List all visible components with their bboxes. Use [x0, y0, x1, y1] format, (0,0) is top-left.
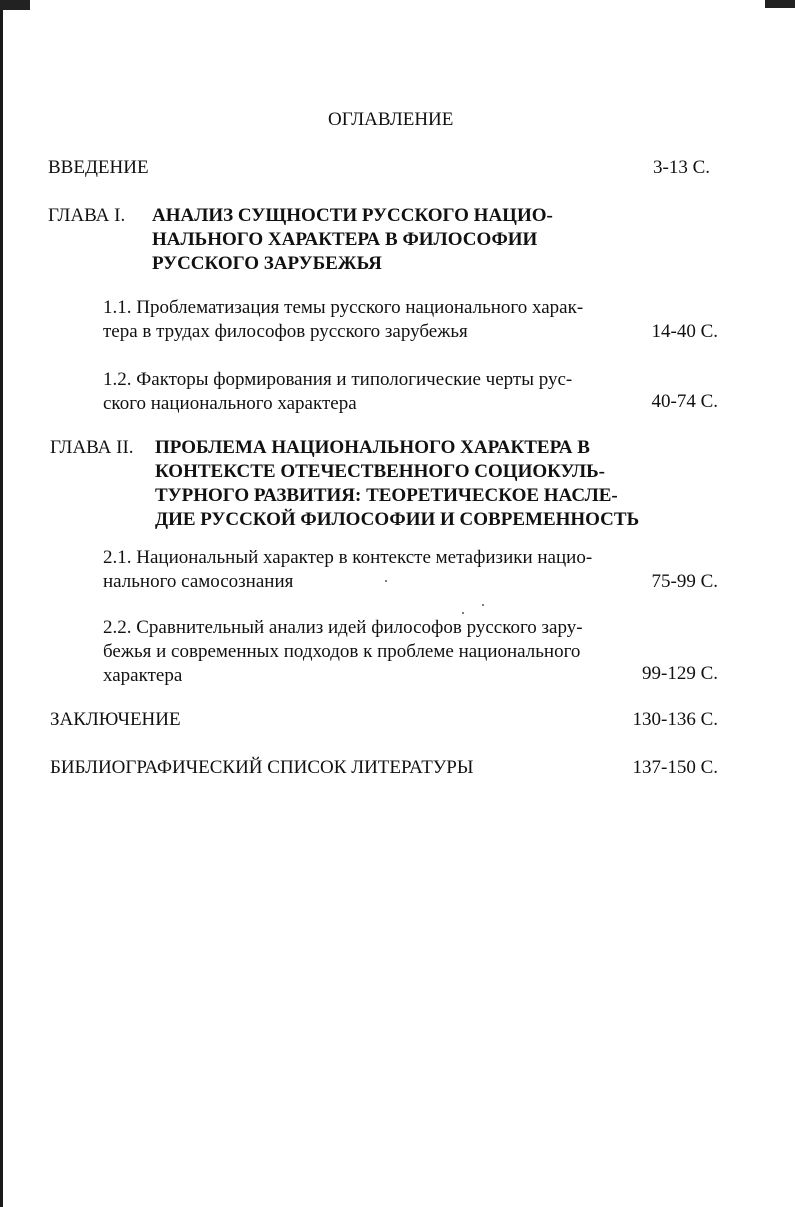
section-2-2-line: бежья и современных подходов к проблеме национального — [103, 641, 581, 662]
section-2-1-line: 2.1. Национальный характер в контексте метафизики нацио- — [103, 547, 593, 568]
scan-speck — [385, 580, 387, 582]
chapter-1-title-line: НАЛЬНОГО ХАРАКТЕРА В ФИЛОСОФИИ — [152, 229, 538, 250]
toc-conclusion-pages: 130-136 С. — [632, 709, 718, 730]
toc-intro-pages: 3-13 С. — [653, 157, 710, 178]
chapter-2-title-line: ТУРНОГО РАЗВИТИЯ: ТЕОРЕТИЧЕСКОЕ НАСЛЕ- — [155, 485, 618, 506]
section-2-1-pages: 75-99 С. — [651, 571, 718, 592]
chapter-1-label: ГЛАВА I. — [48, 205, 126, 226]
scan-corner-right — [765, 0, 795, 8]
section-1-1-line: 1.1. Проблематизация темы русского национального харак- — [103, 297, 584, 318]
toc-intro-label: ВВЕДЕНИЕ — [48, 157, 149, 178]
chapter-2-title-line: ПРОБЛЕМА НАЦИОНАЛЬНОГО ХАРАКТЕРА В — [155, 437, 590, 458]
section-2-1-line: нального самосознания — [103, 571, 294, 592]
scan-corner-left — [0, 0, 30, 10]
chapter-2-title-line: ДИЕ РУССКОЙ ФИЛОСОФИИ И СОВРЕМЕННОСТЬ — [155, 509, 640, 530]
scan-speck — [462, 612, 464, 614]
scan-edge — [0, 0, 3, 1207]
chapter-1-title-line: АНАЛИЗ СУЩНОСТИ РУССКОГО НАЦИО- — [152, 205, 553, 226]
chapter-2-label: ГЛАВА II. — [50, 437, 134, 458]
section-2-2-line: 2.2. Сравнительный анализ идей философов русского зару- — [103, 617, 583, 638]
section-1-2-line: ского национального характера — [103, 393, 357, 414]
chapter-1-title-line: РУССКОГО ЗАРУБЕЖЬЯ — [152, 253, 382, 274]
section-1-2-line: 1.2. Факторы формирования и типологические черты рус- — [103, 369, 573, 390]
section-1-1-line: тера в трудах философов русского зарубежья — [103, 321, 468, 342]
section-2-2-pages: 99-129 С. — [642, 663, 718, 684]
scan-speck — [482, 604, 484, 606]
toc-bibliography-label: БИБЛИОГРАФИЧЕСКИЙ СПИСОК ЛИТЕРАТУРЫ — [50, 757, 474, 778]
toc-bibliography-pages: 137-150 С. — [632, 757, 718, 778]
section-1-2-pages: 40-74 С. — [651, 391, 718, 412]
section-2-2-line: характера — [103, 665, 183, 686]
page-title: ОГЛАВЛЕНИЕ — [328, 109, 454, 130]
section-1-1-pages: 14-40 С. — [651, 321, 718, 342]
toc-conclusion-label: ЗАКЛЮЧЕНИЕ — [50, 709, 181, 730]
chapter-2-title-line: КОНТЕКСТЕ ОТЕЧЕСТВЕННОГО СОЦИОКУЛЬ- — [155, 461, 606, 482]
